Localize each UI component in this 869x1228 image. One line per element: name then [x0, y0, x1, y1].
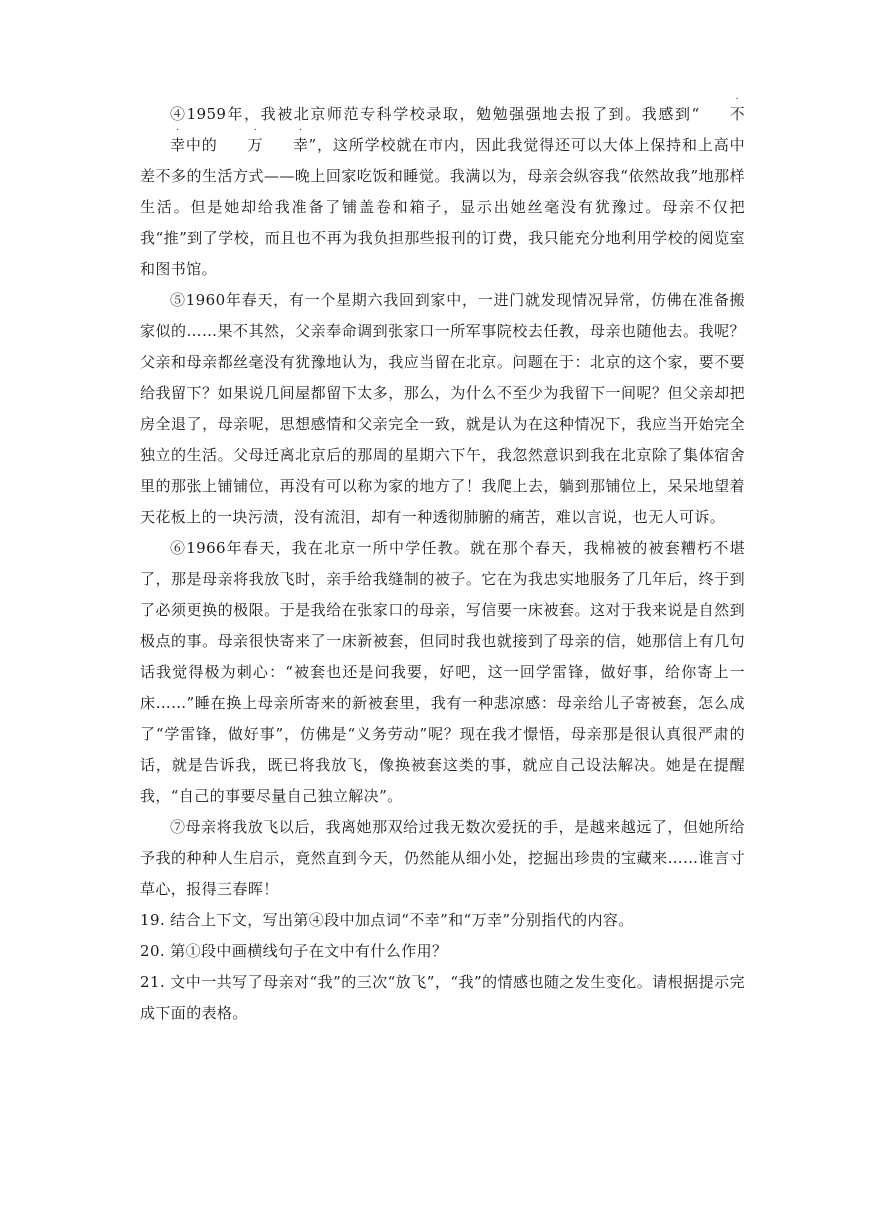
emphasized-char-text: 不	[729, 105, 745, 123]
paragraph-7: ⑦母亲将我放飞以后，我离她那双给过我无数次爱抚的手，是越来越远了，但她所给予我的种种人生启示，竟然直到今天，仍然能从细小处，挖掘出珍贵的宝藏来……谁言寸草心，报得三春晖！	[140, 818, 745, 898]
emphasized-char	[140, 123, 186, 161]
document-page	[140, 92, 745, 1029]
emphasized-char	[263, 123, 309, 161]
paragraph-4-text-c: ”，这所学校就在市内，因此我觉得还可以大体上保持和上高中差不多的生活方式——晚上回家吃饭和睡觉。我满以为，母亲会纵容我“依然故我”地那样生活。但是她却给我准备了铺盖卷和箱子，显示出她丝毫没有犹豫过。母亲不仅把我“推”到了学校，而且也不再为我负担那些报刊的订费，我只能充分地利用学校的阅览室和图书馆。	[140, 136, 745, 278]
emphasized-char	[700, 92, 745, 130]
paragraph-6: ⑥1966年春天，我在北京一所中学任教。就在那个春天，我棉被的被套糟朽不堪了，那是母亲将我放飞时，亲手给我缝制的被子。它在为我忠实地服务了几年后，终于到了必须更换的极限。于是我给在张家口的母亲，写信要一床被套。这对于我来说是自然到极点的事。母亲很快寄来了一床新被套，但同时我也就接到了母亲的信，她那信上有几句话我觉得极为刺心：“被套也还是问我要，好吧，这一回学雷锋，做好事，给你寄上一床……”睡在换上母亲所寄来的新被套里，我有一种悲凉感：母亲给儿子寄被套，怎么成了“学雷锋，做好事”，仿佛是“义务劳动”呢？现在我才憬悟，母亲那是很认真很严肃的话，就是告诉我，既已将我放飞，像换被套这类的事，就应自己设法解决。她是在提醒我，“自己的事要尽量自己独立解决”。	[140, 539, 745, 805]
paragraph-4-text-b: 中的	[185, 136, 218, 154]
emphasized-char	[218, 123, 264, 161]
question-19: 19. 结合上下文，写出第④段中加点词“不幸”和“万幸”分别指代的内容。	[140, 911, 634, 929]
question-21: 21. 文中一共写了母亲对“我”的三次“放飞”，“我”的情感也随之发生变化。请根据提示完成下面的表格。	[140, 973, 745, 1022]
paragraph-5: ⑤1960年春天，有一个星期六我回到家中，一进门就发现情况异常，仿佛在准备搬家似的……果不其然，父亲奉命调到张家口一所军事院校去任教，母亲也随他去。我呢？父亲和母亲都丝毫没有犹豫地认为，我应当留在北京。问题在于：北京的这个家，要不要给我留下？如果说几间屋都留下太多，那么，为什么不至少为我留下一间呢？但父亲却把房全退了，母亲呢，思想感情和父亲完全一致，就是认为在这种情况下，我应当开始完全独立的生活。父母迁离北京后的那周的星期六下午，我忽然意识到我在北京除了集体宿舍里的那张上铺铺位，再没有可以称为家的地方了！我爬上去，躺到那铺位上，呆呆地望着天花板上的一块污渍，没有流泪，却有一种透彻肺腑的痛苦，难以言说，也无人可诉。	[140, 291, 745, 526]
question-20: 20. 第①段中画横线句子在文中有什么作用？	[140, 942, 448, 960]
emphasis-dot: .	[735, 92, 739, 102]
paragraph-4-text-a: ④1959年，我被北京师范专科学校录取，勉勉强强地去报了到。我感到“	[170, 105, 700, 123]
paragraph-4	[140, 92, 745, 285]
emphasized-char-text: 幸	[170, 136, 186, 154]
emphasis-dot: .	[253, 123, 257, 133]
emphasized-char-text: 万	[247, 136, 264, 154]
emphasis-dot: .	[176, 123, 180, 133]
emphasis-dot: .	[299, 123, 303, 133]
emphasized-char-text: 幸	[293, 136, 309, 154]
